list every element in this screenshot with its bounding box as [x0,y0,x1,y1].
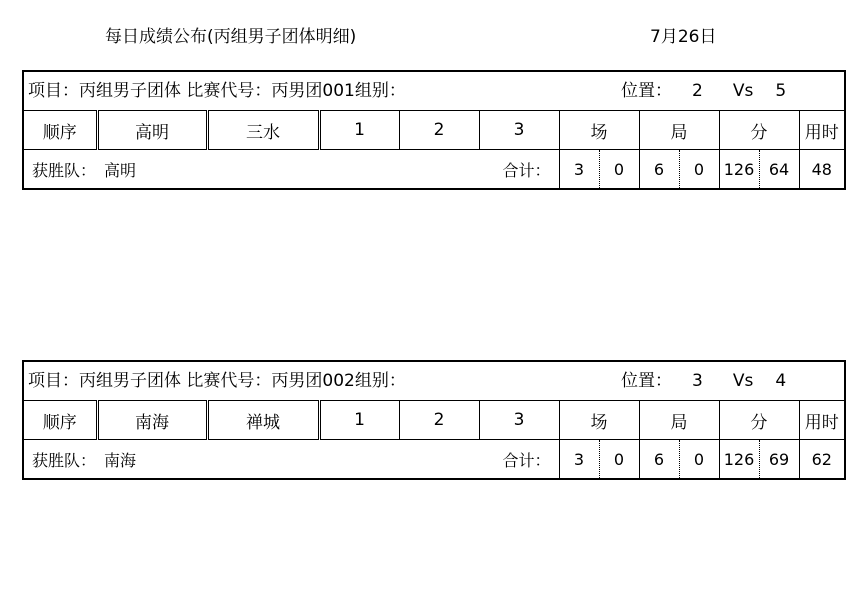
team-b-name: 三水 [207,111,319,150]
event-label: 项目： [28,371,79,391]
total-points-a: 126 [719,150,759,190]
page-date: 7月26日 [650,27,717,47]
total-games-b: 0 [679,150,719,190]
matches-header: 场 [559,111,639,150]
total-label: 合计： [502,160,551,180]
matches-header: 场 [559,401,639,440]
order-header: 顺序 [23,111,97,150]
game3-header: 3 [479,111,559,150]
column-header-row [23,111,845,150]
total-points-a: 126 [719,440,759,480]
game1-header: 1 [319,111,399,150]
winner-block [28,448,136,471]
match-code: 丙男团001 [271,81,355,101]
position-label: 位置： [621,81,672,101]
total-time: 48 [799,150,845,190]
winner-block [28,158,136,181]
game2-header: 2 [399,401,479,440]
total-games-a: 6 [639,150,679,190]
match-info-row [23,361,845,401]
winner-label: 获胜队： [32,450,97,470]
games-header: 局 [639,111,719,150]
points-header: 分 [719,401,799,440]
total-label: 合计： [502,450,551,470]
team-a-name: 南海 [97,401,207,440]
event-name: 丙组男子团体 [79,81,181,101]
position-value: 2 [692,81,703,101]
time-header: 用时 [799,111,845,150]
total-row [23,440,845,480]
position-value: 3 [692,371,703,391]
game3-header: 3 [479,401,559,440]
vs-value: 5 [775,81,787,101]
team-b-name: 禅城 [207,401,319,440]
total-games-a: 6 [639,440,679,480]
total-points-b: 69 [759,440,799,480]
game1-header: 1 [319,401,399,440]
total-time: 62 [799,440,845,480]
page-title: 每日成绩公布(丙组男子团体明细) [105,27,357,47]
games-header: 局 [639,401,719,440]
points-header: 分 [719,111,799,150]
total-matches-a: 3 [559,440,599,480]
match-table [22,360,846,480]
order-header: 顺序 [23,401,97,440]
vs-label: Vs [732,81,754,101]
group-label: 组别： [354,371,406,391]
winner-team: 高明 [104,160,137,180]
total-games-b: 0 [679,440,719,480]
winner-label: 获胜队： [32,160,97,180]
code-label: 比赛代号： [186,371,272,391]
vs-value: 4 [775,371,787,391]
total-matches-b: 0 [599,440,639,480]
match-code: 丙男团002 [271,371,355,391]
position-label: 位置： [621,371,672,391]
code-label: 比赛代号： [186,81,272,101]
event-name: 丙组男子团体 [79,371,181,391]
team-a-name: 高明 [97,111,207,150]
column-header-row [23,401,845,440]
total-matches-b: 0 [599,150,639,190]
game2-header: 2 [399,111,479,150]
time-header: 用时 [799,401,845,440]
event-label: 项目： [28,81,79,101]
vs-label: Vs [732,371,754,391]
group-label: 组别： [354,81,406,101]
match-info-row [23,71,845,111]
total-matches-a: 3 [559,150,599,190]
total-points-b: 64 [759,150,799,190]
total-row [23,150,845,190]
match-table [22,70,846,190]
winner-team: 南海 [104,450,137,470]
